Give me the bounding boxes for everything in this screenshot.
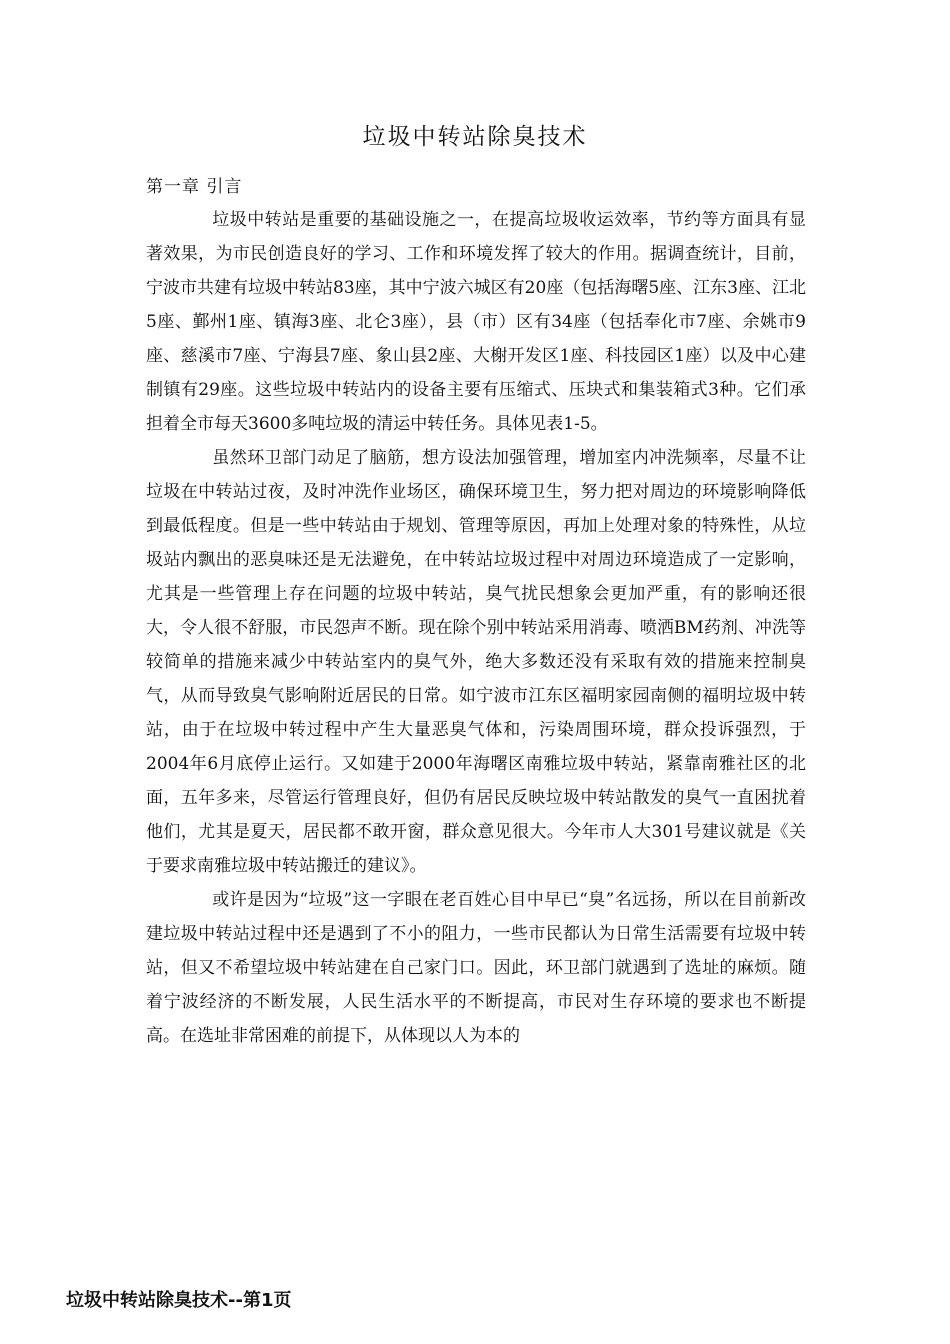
paragraph: 虽然环卫部门动足了脑筋，想方设法加强管理，增加室内冲洗频率，尽量不让垃圾在中转站过夜，及时冲洗作业场区，确保环境卫生，努力把对周边的环境影响降低到最低程度。但是一些中转站由于规划、管理等原因，再加上处理对象的特殊性，从垃圾站内飘出的恶臭味还是无法避免，在中转站垃圾过程中对周边环境造成了一定影响，尤其是一些管理上存在问题的垃圾中转站，臭气扰民想象会更加严重，有的影响还很大，令人很不舒服，市民怨声不断。现在除个别中转站采用消毒、喷洒BM药剂、冲洗等较简单的措施来减少中转站室内的臭气外，绝大多数还没有采取有效的措施来控制臭气，从而导致臭气影响附近居民的日常。如宁波市江东区福明家园南侧的福明垃圾中转站，由于在垃圾中转过程中产生大量恶臭气体和，污染周围环境，群众投诉强烈，于 2004年6月底停止运行。又如建于2000年海曙区南雅垃圾中转站，紧靠南雅社区的北面，五年多来，尽管运行管理良好，但仍有居民反映垃圾中转站散发的臭气一直困扰着他们，尤其是夏天，居民都不敢开窗，群众意见很大。今年市人大301号建议就是《关于要求南雅垃圾中转站搬迁的建议》。 <box>146 448 806 876</box>
document-title: 垃圾中转站除臭技术 <box>362 124 588 150</box>
paragraph: 或许是因为“垃圾”这一字眼在老百姓心目中早已“臭”名远扬，所以在目前新改建垃圾中转站过程中还是遇到了不小的阻力，一些市民都认为日常生活需要有垃圾中转站，但又不希望垃圾中转站建在自己家门口。因此，环卫部门就遇到了选址的麻烦。随着宁波经济的不断发展，人民生活水平的不断提高，市民对生存环境的要求也不断提高。在选址非常困难的前提下，从体现以人为本的 <box>146 890 806 1046</box>
document-body <box>146 203 806 1053</box>
chapter-heading: 第一章 引言 <box>146 177 243 197</box>
paragraph: 垃圾中转站是重要的基础设施之一，在提高垃圾收运效率，节约等方面具有显著效果，为市民创造良好的学习、工作和环境发挥了较大的作用。据调查统计，目前，宁波市共建有垃圾中转站83座，其中宁波六城区有20座（包括海曙5座、江东3座、江北5座、鄞州1座、镇海3座、北仑3座），县（市）区有34座（包括奉化市7座、余姚市9座、慈溪市7座、宁海县7座、象山县2座、大榭开发区1座、科技园区1座）以及中心建制镇有29座。这些垃圾中转站内的设备主要有压缩式、压块式和集装箱式3种。它们承担着全市每天3600多吨垃圾的清运中转任务。具体见表1-5。 <box>146 210 806 434</box>
page-footer: 垃圾中转站除臭技术--第1页 <box>66 1290 292 1311</box>
